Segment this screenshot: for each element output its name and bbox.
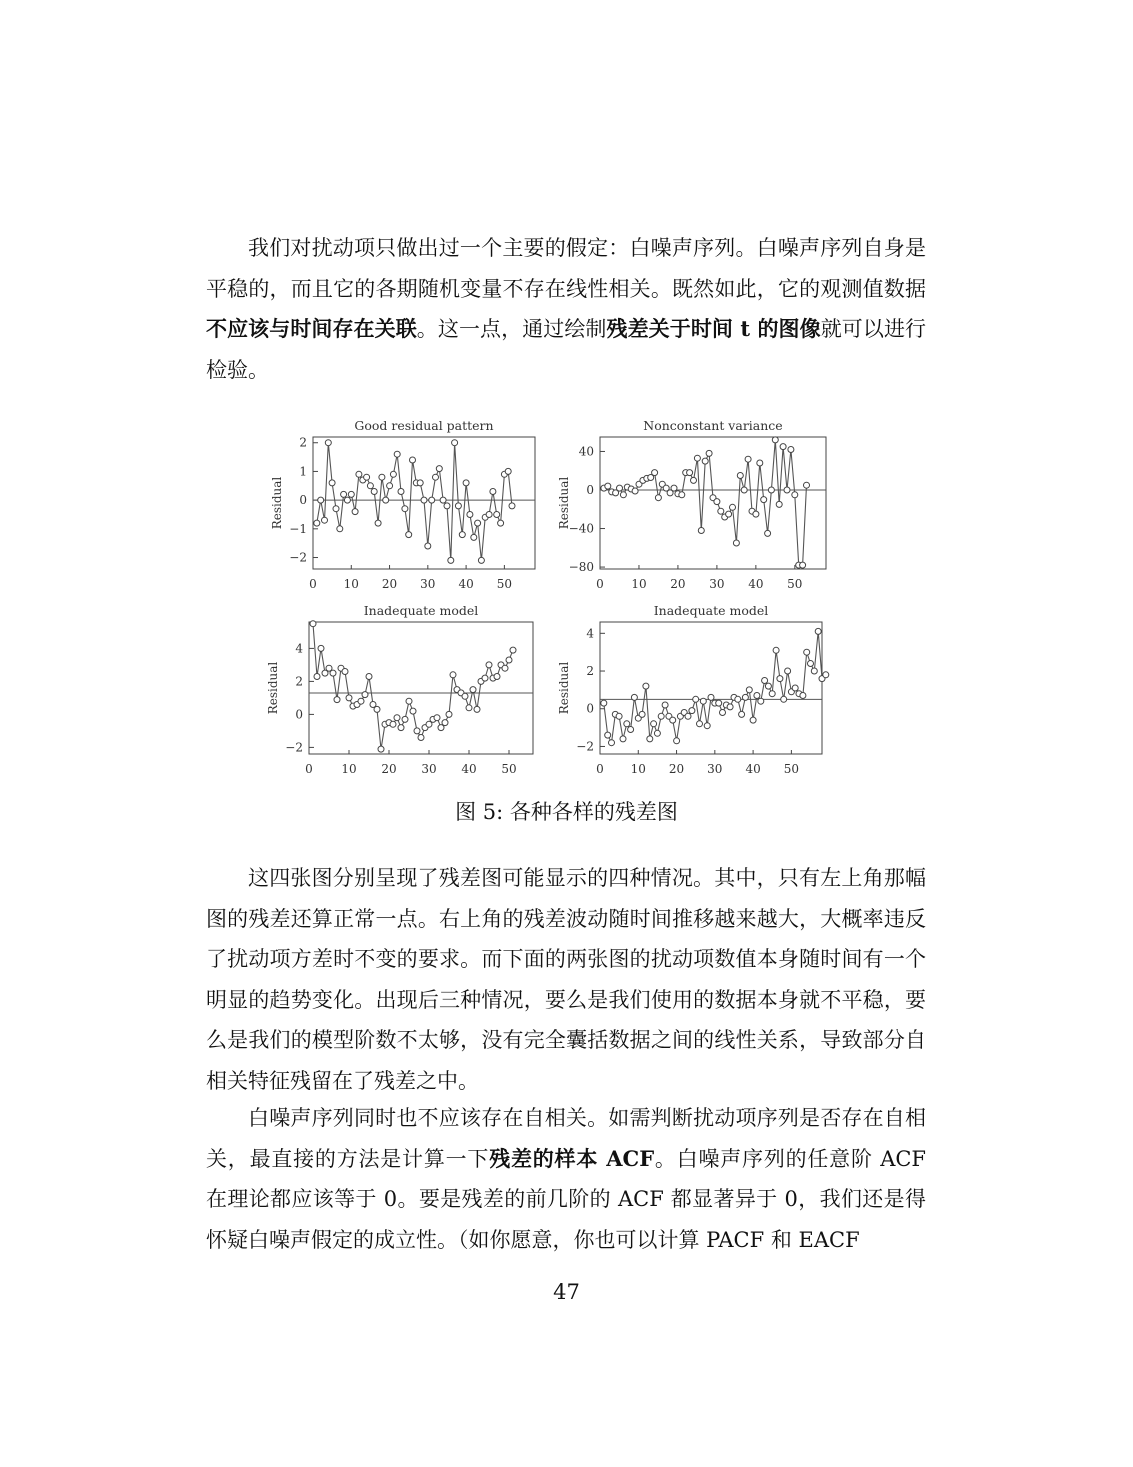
panel-4-point — [735, 696, 741, 702]
panel-4-xtick-label: 40 — [745, 762, 761, 776]
panel-3-point — [330, 670, 336, 676]
panel-1-point — [314, 520, 320, 526]
panel-2-point — [765, 530, 771, 536]
panel-3-series-line — [313, 624, 513, 749]
panel-1-point — [452, 440, 458, 446]
panel-3-point — [334, 697, 340, 703]
panel-3-point — [394, 715, 400, 721]
panel-4-point — [605, 732, 611, 738]
panel-2-point — [757, 460, 763, 466]
panel-4-point — [739, 711, 745, 717]
paragraph-3-text-b: 。白噪声序列的任意阶 ACF 在理论都应该等于 0。要是残差的前几阶的 ACF 都显著异于 0，我们还是得怀疑白噪声假定的成立性。（如你愿意，你也可以计算 PACF 和 EACF — [206, 1146, 927, 1252]
panel-3-point — [374, 706, 380, 712]
panel-4-point — [601, 700, 607, 706]
panel-3-point — [506, 657, 512, 663]
figure-caption: 图 5: 各种各样的残差图 — [455, 800, 678, 824]
page-number: 47 — [553, 1280, 580, 1304]
panel-1-ytick-label: 2 — [299, 435, 307, 450]
panel-2-point — [780, 444, 786, 450]
panel-2-point — [741, 487, 747, 493]
panel-4-point — [742, 694, 748, 700]
panel-4-ylabel: Residual — [557, 661, 571, 715]
panel-1-point — [429, 497, 435, 503]
panel-1-ytick-label: 0 — [299, 493, 307, 508]
panel-2-point — [718, 508, 724, 514]
panel-1-xtick-label: 0 — [309, 577, 317, 591]
panel-2-xtick-label: 0 — [596, 577, 604, 591]
panel-2-frame — [600, 437, 826, 569]
panel-2-point — [733, 540, 739, 546]
panel-3-title: Inadequate model — [363, 603, 479, 618]
panel-4-point — [628, 727, 634, 733]
panel-4-point — [631, 694, 637, 700]
panel-1-point — [475, 520, 481, 526]
panel-3-point — [486, 662, 492, 668]
panel-4-xtick-label: 50 — [783, 762, 800, 776]
panel-2-point — [679, 492, 685, 498]
panel-3-point — [314, 674, 320, 680]
panel-2-point — [714, 499, 720, 505]
panel-4-title: Inadequate model — [653, 603, 769, 618]
paragraph-1-text-b: 。这一点，通过绘制 — [416, 317, 607, 341]
panel-4-xtick-label: 10 — [630, 762, 646, 776]
panel-4-xtick-label: 20 — [668, 762, 685, 776]
panel-2-point — [632, 488, 638, 494]
panel-4-point — [624, 721, 630, 727]
panel-1-point — [325, 440, 331, 446]
panel-1-point — [471, 534, 477, 540]
panel-2-point — [706, 450, 712, 456]
panel-2-point — [745, 456, 751, 462]
panel-1-point — [329, 480, 335, 486]
panel-2-point — [702, 458, 708, 464]
panel-2-point — [761, 497, 767, 503]
panel-2-point — [792, 492, 798, 498]
panel-1-point — [322, 517, 328, 523]
panel-1-point — [406, 532, 412, 538]
panel-1-point — [398, 489, 404, 495]
paragraph-3 — [206, 1098, 926, 1260]
panel-3-point — [406, 698, 412, 704]
panel-3-xtick-label: 30 — [421, 762, 437, 776]
panel-4-point — [758, 698, 764, 704]
panel-1-xtick-label: 50 — [496, 577, 513, 591]
panel-4-point — [716, 700, 722, 706]
panel-1-point — [440, 497, 446, 503]
panel-2-xtick-label: 10 — [631, 577, 647, 591]
panel-1-point — [394, 451, 400, 457]
panel-1-xtick-label: 30 — [420, 577, 436, 591]
panel-4-point — [685, 713, 691, 719]
panel-1-point — [436, 466, 442, 472]
paragraph-1-bold-a: 不应该与时间存在关联 — [206, 316, 417, 341]
panel-4-point — [815, 628, 821, 634]
panel-1-xtick-label: 10 — [343, 577, 359, 591]
panel-1-point — [352, 509, 358, 515]
paragraph-2: 这四张图分别呈现了残差图可能显示的四种情况。其中，只有左上角那幅图的残差还算正常一点。右上角的残差波动随时间推移越来越大，大概率违反了扰动项方差时不变的要求。而下面的两张图的扰动项数值本身随时间有一个明显的趋势变化。出现后三种情况，要么是我们使用的数据本身就不平稳，要么是我们的模型阶数不太够，没有完全囊括数据之间的线性关系，导致部分自相关特征残留在了残差之中。 — [206, 866, 926, 1093]
panel-2-point — [694, 455, 700, 461]
panel-2-point — [804, 482, 810, 488]
paragraph-1-text-a: 我们对扰动项只做出过一个主要的假定：白噪声序列。白噪声序列自身是平稳的，而且它的各期随机变量不存在线性相关。既然如此，它的观测值数据 — [206, 236, 926, 301]
panel-4-point — [697, 721, 703, 727]
panel-2-point — [620, 492, 626, 498]
panel-3-xtick-label: 20 — [381, 762, 397, 776]
panel-3-point — [358, 698, 364, 704]
panel-3-point — [502, 665, 508, 671]
panel-3-point — [494, 674, 500, 680]
panel-2-point — [691, 477, 697, 483]
panel-2-point — [726, 511, 732, 517]
panel-3-ytick-label: 2 — [295, 674, 303, 689]
panel-1-point — [367, 483, 373, 489]
panel-2-point — [655, 495, 661, 501]
panel-3-point — [414, 728, 420, 734]
panel-4-xtick-label: 30 — [707, 762, 723, 776]
panel-3-point — [402, 716, 408, 722]
panel-1-point — [505, 468, 511, 474]
panel-3-ylabel: Residual — [266, 661, 280, 715]
panel-1-point — [387, 483, 393, 489]
panel-2-xtick-label: 50 — [787, 577, 803, 591]
panel-2-point — [753, 511, 759, 517]
paragraph-3-text-a: 白噪声序列同时也不应该存在自相关。如需判断扰动项序列是否存在自相关，最直接的方法是计算一下 — [206, 1106, 926, 1171]
panel-3-point — [362, 692, 368, 698]
panel-4-point — [808, 661, 814, 667]
panel-4-point — [746, 687, 752, 693]
panel-3-point — [450, 672, 456, 678]
panel-4-point — [700, 698, 706, 704]
panel-4-point — [804, 649, 810, 655]
panel-2-point — [617, 485, 623, 491]
panel-2-point — [605, 483, 611, 489]
panel-2-ytick-label: 0 — [586, 482, 594, 497]
panel-2-xtick-label: 20 — [670, 577, 686, 591]
paragraph-3-bold-a: 残差的样本 ACF — [489, 1145, 655, 1171]
panel-4-point — [720, 710, 726, 716]
panel-2-point — [687, 470, 693, 476]
panel-1-xtick-label: 20 — [381, 577, 398, 591]
panel-1-point — [383, 497, 389, 503]
panel-1-ylabel: Residual — [270, 476, 284, 530]
panel-3-point — [510, 647, 516, 653]
panel-1-point — [375, 520, 381, 526]
panel-3-ytick-label: 0 — [295, 707, 303, 722]
panel-1-point — [425, 543, 431, 549]
panel-1-point — [402, 506, 408, 512]
panel-1-point — [379, 474, 385, 480]
panel-4-point — [765, 683, 771, 689]
panel-2-point — [698, 528, 704, 534]
panel-2-xtick-label: 40 — [748, 577, 764, 591]
panel-4-point — [670, 717, 676, 723]
panel-3-xtick-label: 0 — [305, 762, 313, 776]
panel-1-point — [417, 480, 423, 486]
panel-4-point — [781, 696, 787, 702]
panel-1-point — [333, 506, 339, 512]
panel-3-point — [482, 675, 488, 681]
panel-4-point — [662, 702, 668, 708]
panel-3-point — [470, 687, 476, 693]
panel-3-point — [410, 708, 416, 714]
panel-3-xtick-label: 40 — [461, 762, 477, 776]
panel-1-point — [459, 532, 465, 538]
panel-1-point — [455, 503, 461, 509]
panel-1-point — [371, 489, 377, 495]
panel-4-point — [674, 738, 680, 744]
panel-2-point — [772, 437, 778, 443]
panel-3-point — [442, 720, 448, 726]
panel-4-point — [654, 730, 660, 736]
panel-3-xtick-label: 10 — [341, 762, 357, 776]
panel-1-point — [494, 512, 500, 518]
panel-3-point — [378, 746, 384, 752]
paragraph-1-bold-b: 残差关于时间 t 的图像 — [606, 316, 821, 341]
panel-2-point — [737, 473, 743, 479]
panel-3-point — [346, 695, 352, 701]
panel-2-point — [730, 504, 736, 510]
panel-2-title: Nonconstant variance — [643, 418, 783, 433]
panel-1-point — [433, 474, 439, 480]
panel-3-point — [310, 621, 316, 627]
panel-4-point — [708, 694, 714, 700]
panel-4-xtick-label: 0 — [596, 762, 604, 776]
panel-2-point — [671, 485, 677, 491]
panel-3-point — [434, 715, 440, 721]
panel-1-point — [448, 557, 454, 563]
panel-2-point — [652, 470, 658, 476]
panel-1-point — [318, 497, 324, 503]
panel-2-xtick-label: 30 — [709, 577, 725, 591]
panel-2-point — [800, 562, 806, 568]
panel-1-point — [337, 526, 343, 532]
panel-1-title: Good residual pattern — [354, 418, 494, 433]
panel-4-ytick-label: −2 — [576, 739, 594, 754]
panel-1-point — [344, 497, 350, 503]
panel-4-point — [811, 668, 817, 674]
panel-1-ytick-label: −1 — [289, 521, 307, 536]
panel-1-point — [498, 520, 504, 526]
panel-3-point — [398, 725, 404, 731]
panel-1-point — [509, 503, 515, 509]
panel-4-point — [689, 708, 695, 714]
panel-2-point — [784, 487, 790, 493]
panel-4-point — [658, 713, 664, 719]
panel-4-point — [792, 685, 798, 691]
residual-plots-figure — [255, 405, 855, 785]
panel-4-point — [823, 672, 829, 678]
panel-2-ylabel: Residual — [557, 476, 571, 530]
panel-3-point — [318, 645, 324, 651]
panel-1-point — [486, 512, 492, 518]
panel-4-ytick-label: 4 — [586, 626, 594, 641]
panel-3-point — [342, 669, 348, 675]
panel-1-point — [348, 491, 354, 497]
panel-4-point — [800, 693, 806, 699]
panel-1-ytick-label: 1 — [299, 464, 307, 479]
panel-1-xtick-label: 40 — [458, 577, 474, 591]
panel-1-point — [410, 457, 416, 463]
panel-2-ytick-label: −40 — [568, 521, 594, 536]
panel-4-point — [639, 711, 645, 717]
panel-3-point — [466, 705, 472, 711]
panel-4-point — [769, 691, 775, 697]
panel-2-ytick-label: 40 — [578, 444, 594, 459]
panel-1-point — [444, 503, 450, 509]
panel-4-point — [785, 668, 791, 674]
panel-4-point — [750, 717, 756, 723]
panel-1-point — [478, 557, 484, 563]
panel-3-point — [418, 735, 424, 741]
panel-4-point — [727, 704, 733, 710]
panel-1-point — [364, 474, 370, 480]
panel-2-point — [768, 487, 774, 493]
panel-4-point — [651, 721, 657, 727]
panel-1-point — [341, 491, 347, 497]
panel-4-point — [693, 696, 699, 702]
panel-3-ytick-label: 4 — [295, 641, 303, 656]
panel-3-point — [390, 721, 396, 727]
panel-1-point — [463, 480, 469, 486]
panel-4-point — [616, 713, 622, 719]
panel-4-point — [777, 676, 783, 682]
panel-4-frame — [600, 622, 822, 754]
panel-4-ytick-label: 0 — [586, 701, 594, 716]
panel-1-point — [467, 512, 473, 518]
panel-4-point — [643, 683, 649, 689]
panel-1-point — [421, 497, 427, 503]
panel-3-ytick-label: −2 — [285, 740, 303, 755]
panel-4-point — [620, 736, 626, 742]
panel-4-point — [609, 740, 615, 746]
panel-1-ytick-label: −2 — [289, 550, 307, 565]
panel-3-point — [366, 674, 372, 680]
panel-3-point — [462, 693, 468, 699]
panel-1-point — [490, 489, 496, 495]
panel-3-point — [474, 706, 480, 712]
panel-1-point — [356, 471, 362, 477]
panel-2-point — [788, 447, 794, 453]
panel-4-point — [647, 736, 653, 742]
panel-4-point — [773, 647, 779, 653]
paragraph-1 — [206, 228, 926, 390]
panel-3-point — [446, 711, 452, 717]
paragraph-1-text-c: 就可以进行检验。 — [206, 317, 927, 382]
panel-4-point — [754, 693, 760, 699]
panel-2-point — [776, 501, 782, 507]
panel-3-xtick-label: 50 — [501, 762, 517, 776]
panel-4-point — [762, 678, 768, 684]
panel-1-point — [390, 471, 396, 477]
panel-2-ytick-label: −80 — [568, 560, 594, 575]
panel-4-point — [704, 723, 710, 729]
panel-4-ytick-label: 2 — [586, 664, 594, 679]
